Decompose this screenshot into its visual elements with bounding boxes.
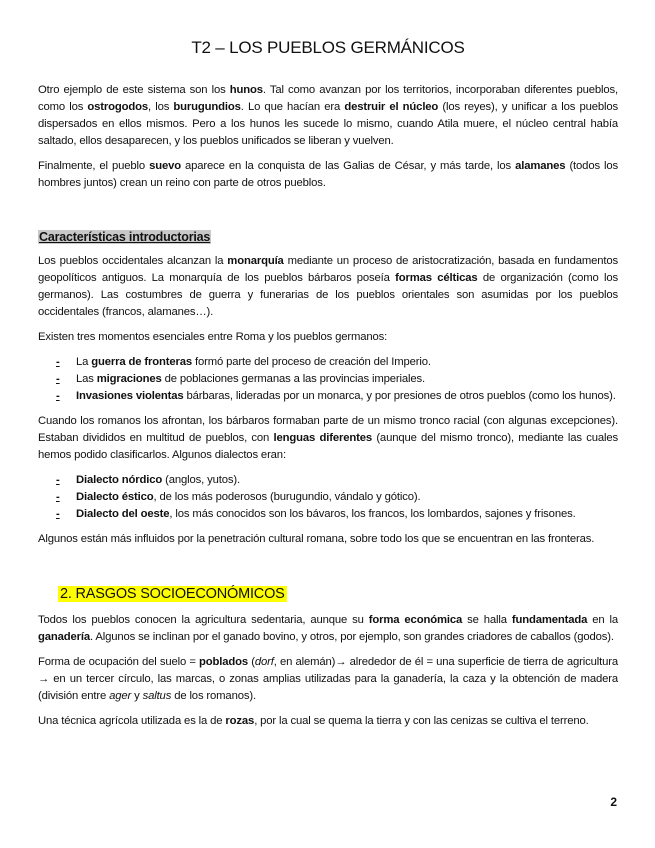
bold-term: burugundios [173,101,241,113]
dash-bullet-icon: - [56,491,60,503]
bold-term: alamanes [515,160,566,172]
text-run: Cuando los romanos los afrontan, los bárbaros formaban parte de un mismo tronco racial (con algunas excepciones). Estaban divididos en multitud de pueblos, con [38,415,618,444]
section2-paragraph-1 [38,612,618,646]
bold-term: ostrogodos [87,101,149,113]
bold-term: Dialecto nórdico [76,474,163,486]
text-run: . Algunos se inclinan por el ganado bovino, y otros, por ejemplo, son grandes criadores de caballos (godos). [90,631,614,643]
section2-paragraph-2 [38,654,618,705]
bold-term: ganadería [38,631,91,643]
intro-paragraph-2 [38,158,618,192]
section2-paragraph-3 [38,713,618,730]
section-heading-rasgos: 2. RASGOS SOCIOECONÓMICOS [60,586,285,602]
text-run: y [131,690,143,702]
page-number: 2 [610,795,617,809]
bold-term: lenguas diferentes [273,432,372,444]
text-run: Los pueblos occidentales alcanzan la [38,255,228,267]
dialectos-list [38,472,618,523]
text-run: , los más conocidos son los bávaros, los francos, los lombardos, sajones y frisones. [169,508,576,520]
bold-term: guerra de fronteras [91,356,193,368]
text-run: . Tal como avanzan por los territorios, incorporaban diferentes pueblos, como los [38,84,618,113]
bold-term: rozas [225,715,255,727]
dash-bullet-icon: - [56,373,60,385]
bold-term: Invasiones violentas [76,390,184,402]
list-item [56,371,618,388]
text-run: , por la cual se quema la tierra y con las cenizas se cultiva el terreno. [254,715,589,727]
list-item [56,472,618,489]
text-run: Existen tres momentos esenciales entre Roma y los pueblos germanos: [38,331,388,343]
dash-bullet-icon: - [56,356,60,368]
text-run: Las [76,373,97,385]
text-run: (aunque del mismo tronco), mediante las cuales hemos podido clasificarlos. Algunos dialectos eran: [38,432,618,461]
list-item [56,354,618,371]
section-heading-caracteristicas: Características introductorias [39,230,211,244]
text-run: Forma de ocupación del suelo = [38,656,200,668]
text-run: se halla [462,614,512,626]
text-run: , los [148,101,174,113]
text-run: Finalmente, el pueblo [38,160,150,172]
bold-term: Dialecto del oeste [76,508,170,520]
italic-term: saltus [142,690,172,702]
bold-term: formas célticas [395,272,478,284]
text-run: La [76,356,92,368]
bold-term: poblados [199,656,249,668]
text-run: Otro ejemplo de este sistema son los [38,84,230,96]
text-run: Todos los pueblos conocen la agricultura sedentaria, aunque su [38,614,369,626]
text-run: formó parte del proceso de creación del Imperio. [192,356,431,368]
text-run: , de los más poderosos (burugundio, vándalo y gótico). [153,491,421,503]
text-run: Una técnica agrícola utilizada es la de [38,715,226,727]
section1-paragraph-4 [38,531,618,548]
list-item [56,489,618,506]
text-run: bárbaras, lideradas por un monarca, y por presiones de otros pueblos (como los hunos). [183,390,616,402]
text-run: ( [248,656,255,668]
text-run: de poblaciones germanas a las provincias imperiales. [161,373,425,385]
intro-paragraph-1 [38,82,618,150]
section1-paragraph-1 [38,253,618,321]
bold-term: suevo [149,160,181,172]
section1-paragraph-2 [38,329,618,346]
bold-term: monarquía [227,255,284,267]
bold-term: Dialecto éstico [76,491,154,503]
text-run: aparece en la conquista de las Galias de César, y más tarde, los [180,160,516,172]
text-run: de organización (como los germanos). Las costumbres de guerra y funerarias de los pueblos orientales son asumidas por los pueblos occidentales (francos, alamanes…). [38,272,618,318]
list-item [56,506,618,523]
dash-bullet-icon: - [56,474,60,486]
page-title: T2 – LOS PUEBLOS GERMÁNICOS [191,38,465,57]
document-page [38,38,618,738]
bold-term: fundamentada [511,614,588,626]
list-item [56,388,618,405]
text-run: Algunos están más influidos por la penetración cultural romana, sobre todo los que se encuentran en las fronteras. [38,533,595,545]
dash-bullet-icon: - [56,390,60,402]
section1-paragraph-3 [38,413,618,464]
bold-term: migraciones [96,373,162,385]
text-run: (anglos, yutos). [162,474,240,486]
bold-term: forma económica [368,614,463,626]
italic-term: ager [109,690,132,702]
dash-bullet-icon: - [56,508,60,520]
text-run: . Lo que hacían era [240,101,345,113]
text-run: , en alemán)→ alrededor de él = una superficie de tierra de agricultura → en un tercer círculo, las marcas, o zonas amplias utilizadas para la ganadería, la caza y la obtención de madera (división entre [38,656,618,702]
text-run: en la [587,614,618,626]
text-run: mediante un proceso de aristocratización, basada en fundamentos geopolíticos antiguos. La monarquía de los pueblos bárbaros poseía [38,255,618,284]
bold-term: hunos [229,84,263,96]
text-run: (todos los hombres juntos) crean un reino con parte de otros pueblos. [38,160,618,189]
bold-term: destruir el núcleo [344,101,439,113]
text-run: de los romanos). [171,690,256,702]
text-run: (los reyes), y unificar a los pueblos dispersados en ellos mismos. Pero a los hunos les sucede lo mismo, cuando Atila muere, el núcleo central había saltado, ellos desaparecen, y los pueblos unificados se liberan y vuelven. [38,101,618,147]
momentos-list [38,354,618,405]
italic-term: dorf [254,656,274,668]
